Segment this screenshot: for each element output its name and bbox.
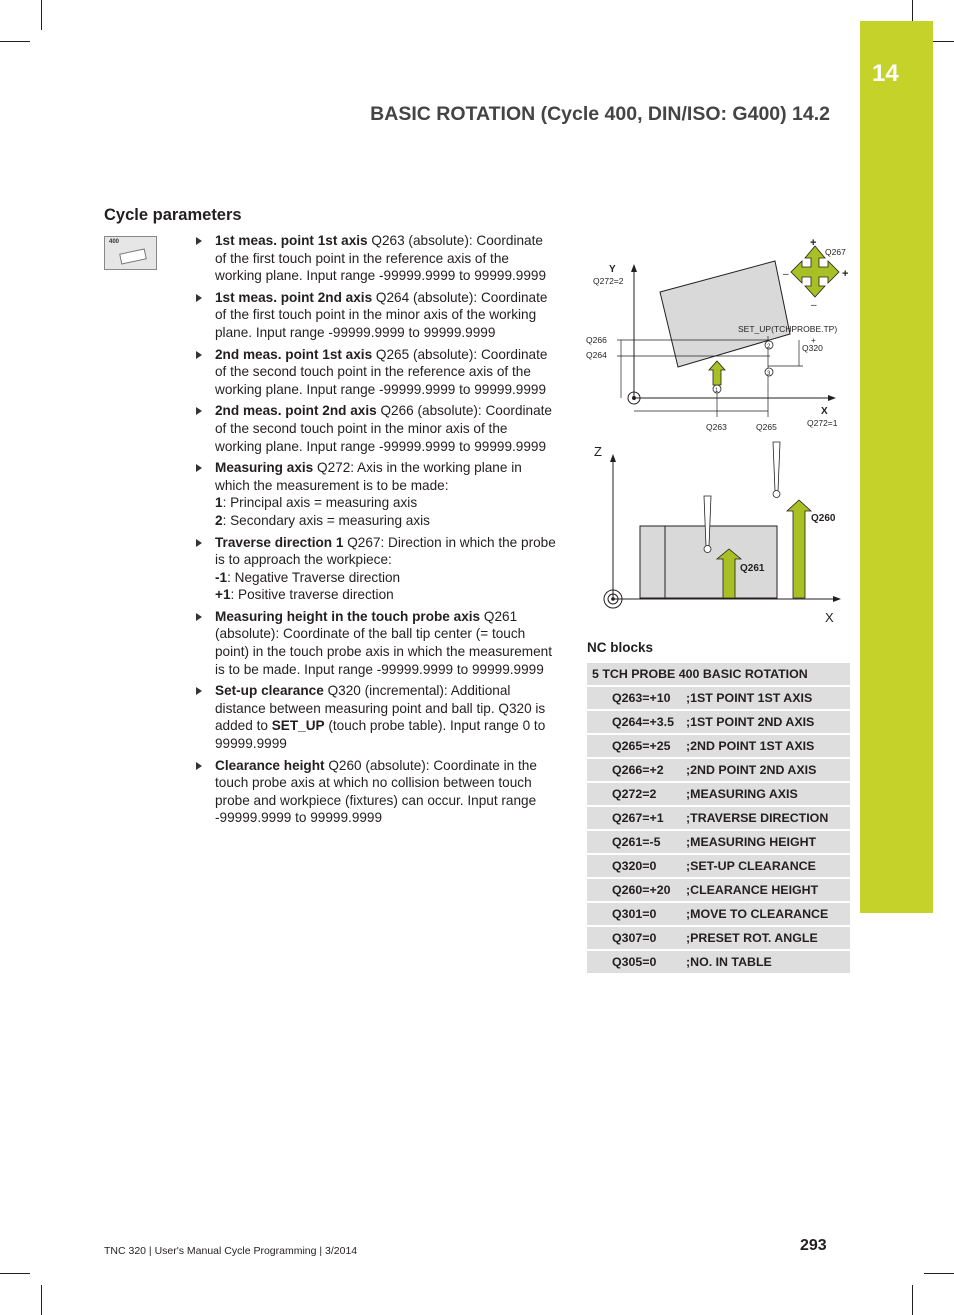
cycle-icon-card — [119, 248, 147, 264]
q260-label: Q260 — [811, 513, 836, 524]
option-text: : Positive traverse direction — [230, 587, 394, 603]
nc-code: Q320=0 — [587, 855, 686, 879]
nc-row — [587, 879, 850, 903]
parameter-description: Q272: Axis in the working plane in which the measurement is to be made: — [215, 460, 522, 493]
option-text: : Negative Traverse direction — [227, 569, 401, 585]
origin-marker-dot — [632, 396, 636, 400]
nc-comment: ;2ND POINT 2ND AXIS — [686, 759, 850, 783]
q265-label: Q265 — [756, 422, 777, 432]
option-text: : Secondary axis = measuring axis — [222, 512, 430, 528]
nc-comment: ;PRESET ROT. ANGLE — [686, 927, 850, 951]
nc-comment: ;1ST POINT 1ST AXIS — [686, 687, 850, 711]
option-key: 2 — [215, 512, 223, 528]
parameter-list — [196, 232, 556, 831]
nc-code: Q260=+20 — [587, 879, 686, 903]
parameter-description-continued: (touch probe table). Input range 0 to 99999.9999 — [215, 718, 546, 752]
cycle-400-icon — [104, 236, 157, 270]
nc-comment: ;2ND POINT 1ST AXIS — [686, 735, 850, 759]
parameter-item — [196, 682, 556, 752]
nc-row — [587, 927, 850, 951]
z-axis-label: Z — [594, 444, 602, 459]
option-text: : Principal axis = measuring axis — [222, 495, 418, 511]
nc-blocks-table — [587, 663, 850, 975]
working-plane-diagram — [585, 234, 855, 434]
parameter-description: Q263 (absolute): Coordinate of the first touch point in the reference axis of the working plane. Input range -99999.9999 to 99999.9999 — [215, 233, 547, 284]
q261-label: Q261 — [740, 563, 765, 574]
parameter-name: Clearance height — [215, 757, 325, 773]
nc-comment: ;CLEARANCE HEIGHT — [686, 879, 850, 903]
traverse-plus-right: + — [842, 268, 849, 280]
parameter-item — [196, 534, 556, 604]
arrow-right-icon — [196, 294, 202, 302]
parameter-name: Measuring height in the touch probe axis — [215, 608, 481, 624]
arrow-right-icon — [196, 613, 202, 621]
option-key: -1 — [215, 569, 228, 585]
q320-label: Q320 — [802, 343, 823, 353]
nc-blocks-heading: NC blocks — [587, 640, 654, 655]
nc-title-row — [587, 663, 850, 687]
nc-row — [587, 711, 850, 735]
crop-mark — [0, 1273, 30, 1274]
x-axis-arrow — [828, 395, 836, 401]
parameter-name: Set-up clearance — [215, 683, 324, 699]
parameter-name: 1st meas. point 1st axis — [215, 233, 368, 248]
parameter-description: Q265 (absolute): Coordinate of the second touch point in the reference axis of the working plane. Input range -99999.9999 to 99999.9999 — [215, 346, 548, 397]
x-axis-arrow — [833, 596, 841, 602]
parameter-inline-bold: SET_UP — [271, 718, 325, 734]
parameter-name: 2nd meas. point 1st axis — [215, 346, 373, 362]
arrow-right-icon — [196, 237, 202, 245]
parameter-description: Q264 (absolute): Coordinate of the first touch point in the minor axis of the working plane. Input range -99999.9999 to 99999.9999 — [215, 289, 548, 340]
touch-point-2-label: 2 — [767, 344, 771, 350]
parameter-item — [196, 232, 556, 285]
crop-mark — [41, 0, 42, 30]
setup-plus-label: + — [811, 336, 816, 345]
touch-probe-ball-low — [704, 546, 711, 553]
crop-mark — [924, 1273, 954, 1274]
traverse-plus-top: + — [810, 237, 817, 249]
traverse-minus-left: – — [783, 269, 789, 280]
page-header-title: BASIC ROTATION (Cycle 400, DIN/ISO: G400) 14.2 — [370, 103, 830, 125]
touch-point-3-label: 3 — [767, 371, 771, 377]
parameter-item — [196, 289, 556, 342]
cycle-icon-number: 400 — [109, 239, 120, 245]
nc-comment: ;MOVE TO CLEARANCE — [686, 903, 850, 927]
setup-label: SET_UP(TCHPROBE.TP) — [738, 324, 838, 334]
nc-comment: ;SET-UP CLEARANCE — [686, 855, 850, 879]
nc-title: 5 TCH PROBE 400 BASIC ROTATION — [587, 663, 850, 687]
arrow-right-icon — [196, 351, 202, 359]
nc-row — [587, 735, 850, 759]
section-heading: Cycle parameters — [104, 206, 242, 224]
q266-label: Q266 — [586, 335, 607, 345]
nc-code: Q265=+25 — [587, 735, 686, 759]
q267-label: Q267 — [825, 247, 846, 257]
crop-mark — [41, 1285, 42, 1315]
touch-probe-stylus-high — [773, 442, 780, 491]
chapter-tab — [860, 21, 933, 913]
x-axis-label: X — [825, 610, 834, 625]
nc-comment: ;NO. IN TABLE — [686, 951, 850, 975]
nc-row — [587, 855, 850, 879]
touch-probe-ball-high — [773, 491, 780, 498]
q260-arrow — [787, 500, 811, 598]
parameter-description: Q261 (absolute): Coordinate of the ball tip center (= touch point) in the touch probe axis in which the measurement is to be made. Input range -99999.9999 to 99999.9999 — [215, 608, 553, 677]
arrow-right-icon — [196, 407, 202, 415]
nc-row — [587, 951, 850, 975]
nc-code: Q261=-5 — [587, 831, 686, 855]
page-number: 293 — [800, 1237, 827, 1254]
nc-row — [587, 687, 850, 711]
workpiece-rotated — [660, 261, 790, 367]
nc-comment: ;MEASURING AXIS — [686, 783, 850, 807]
nc-code: Q305=0 — [587, 951, 686, 975]
arrow-right-icon — [196, 539, 202, 547]
nc-comment: ;MEASURING HEIGHT — [686, 831, 850, 855]
probe-approach-arrow — [709, 361, 725, 385]
nc-code: Q264=+3.5 — [587, 711, 686, 735]
parameter-description: Q320 (incremental): Additional distance between measuring point and ball tip. Q320 is added to — [215, 683, 546, 734]
footer-text: TNC 320 | User's Manual Cycle Programming | 3/2014 — [104, 1245, 358, 1257]
parameter-item — [196, 459, 556, 529]
nc-row — [587, 831, 850, 855]
parameter-item — [196, 608, 556, 678]
q272-1-label: Q272=1 — [807, 418, 838, 428]
crop-mark — [0, 41, 30, 42]
parameter-name: Measuring axis — [215, 460, 314, 476]
q264-label: Q264 — [586, 350, 607, 360]
arrow-right-icon — [196, 464, 202, 472]
z-axis-arrow — [610, 454, 616, 462]
touch-point-1-label: 1 — [715, 388, 719, 394]
nc-row — [587, 807, 850, 831]
nc-code: Q263=+10 — [587, 687, 686, 711]
x-axis-label: X — [821, 406, 828, 417]
arrow-right-icon — [196, 687, 202, 695]
parameter-item — [196, 757, 556, 827]
nc-comment: ;TRAVERSE DIRECTION — [686, 807, 850, 831]
parameter-name: Traverse direction 1 — [215, 534, 344, 550]
option-key: +1 — [215, 587, 231, 603]
origin-marker-dot — [611, 597, 615, 601]
parameter-name: 1st meas. point 2nd axis — [215, 289, 373, 305]
crop-mark — [912, 1285, 913, 1315]
traverse-minus-bottom: – — [811, 300, 817, 311]
y-axis-arrow — [631, 264, 637, 272]
nc-code: Q267=+1 — [587, 807, 686, 831]
nc-code: Q272=2 — [587, 783, 686, 807]
nc-row — [587, 903, 850, 927]
side-view-diagram — [585, 436, 855, 632]
nc-row — [587, 759, 850, 783]
nc-comment: ;1ST POINT 2ND AXIS — [686, 711, 850, 735]
parameter-description: Q260 (absolute): Coordinate in the touch probe axis at which no collision between touch probe and workpiece (fixtures) can occur. Input range -99999.9999 to 99999.9999 — [215, 757, 537, 826]
y-axis-label: Y — [609, 264, 616, 275]
parameter-item — [196, 346, 556, 399]
parameter-name: 2nd meas. point 2nd axis — [215, 403, 377, 419]
parameter-description: Q267: Direction in which the probe is to approach the workpiece: — [215, 534, 556, 568]
q272-2-label: Q272=2 — [593, 276, 624, 286]
parameter-item — [196, 402, 556, 455]
nc-row — [587, 783, 850, 807]
nc-code: Q307=0 — [587, 927, 686, 951]
parameter-description: Q266 (absolute): Coordinate of the second touch point in the minor axis of the working plane. Input range -99999.9999 to 99999.9999 — [215, 403, 552, 454]
nc-code: Q266=+2 — [587, 759, 686, 783]
nc-code: Q301=0 — [587, 903, 686, 927]
option-key: 1 — [215, 495, 223, 511]
q263-label: Q263 — [706, 422, 727, 432]
arrow-right-icon — [196, 762, 202, 770]
chapter-number: 14 — [872, 60, 899, 87]
